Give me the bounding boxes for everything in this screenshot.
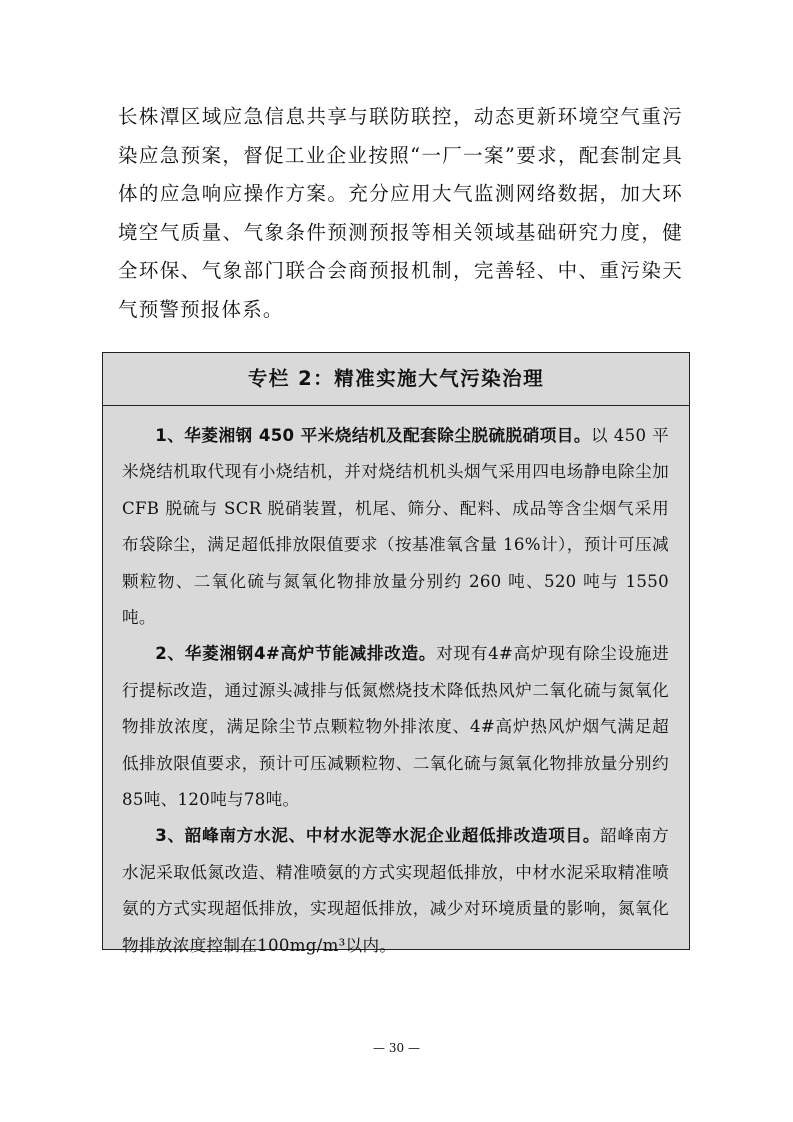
- intro-paragraph: 长株潭区域应急信息共享与联防联控，动态更新环境空气重污染应急预案，督促工业企业按照“一厂一案”要求，配套制定具体的应急响应操作方案。充分应用大气监测网络数据，加大环境空气质量、气象条件预测预报等相关领域基础研究力度，健全环保、气象部门联合会商预报机制，完善轻、中、重污染天气预警预报体系。: [118, 105, 683, 321]
- column-item-2-heading: 2、华菱湘钢4#高炉节能减排改造。: [155, 644, 437, 664]
- column-item-2-text: 对现有4#高炉现有除尘设施进行提标改造，通过源头减排与低氮燃烧技术降低热风炉二氧化硫与氮氧化物排放浓度，满足除尘节点颗粒物外排浓度、4#高炉热风炉烟气满足超低排放限值要求，预计可压减颗粒物、二氧化硫与氮氧化物排放量分别约85吨、120吨与78吨。: [122, 644, 669, 810]
- column-box: [102, 352, 690, 955]
- column-item-3-text: 韶峰南方水泥采取低氮改造、精准喷氨的方式实现超低排放，中材水泥采取精准喷氨的方式实现超低排放，实现超低排放，减少对环境质量的影响，氮氧化物排放浓度控制在100mg/m³以内。: [122, 826, 669, 955]
- column-item-3-heading: 3、韶峰南方水泥、中材水泥等水泥企业超低排改造项目。: [155, 826, 601, 846]
- column-item-1: [122, 418, 669, 636]
- column-item-1-heading: 1、华菱湘钢 450 平米烧结机及配套除尘脱硫脱硝项目。: [155, 426, 591, 445]
- page-number: — 30 —: [373, 1041, 420, 1055]
- column-box-title: 专栏 2：精准实施大气污染治理: [103, 353, 689, 406]
- column-box-body: [103, 406, 689, 964]
- column-item-1-text: 以 450 平米烧结机取代现有小烧结机，并对烧结机机头烟气采用四电场静电除尘加 CFB 脱硫与 SCR 脱硝装置，机尾、筛分、配料、成品等含尘烟气采用布袋除尘，满足超低排放限值要求（按基准氧含量 16%计），预计可压减颗粒物、二氧化硫与氮氧化物排放量分别约 260 吨、520 吨与 1550 吨。: [122, 426, 669, 628]
- column-item-2: [122, 636, 669, 818]
- column-item-3: [122, 818, 669, 964]
